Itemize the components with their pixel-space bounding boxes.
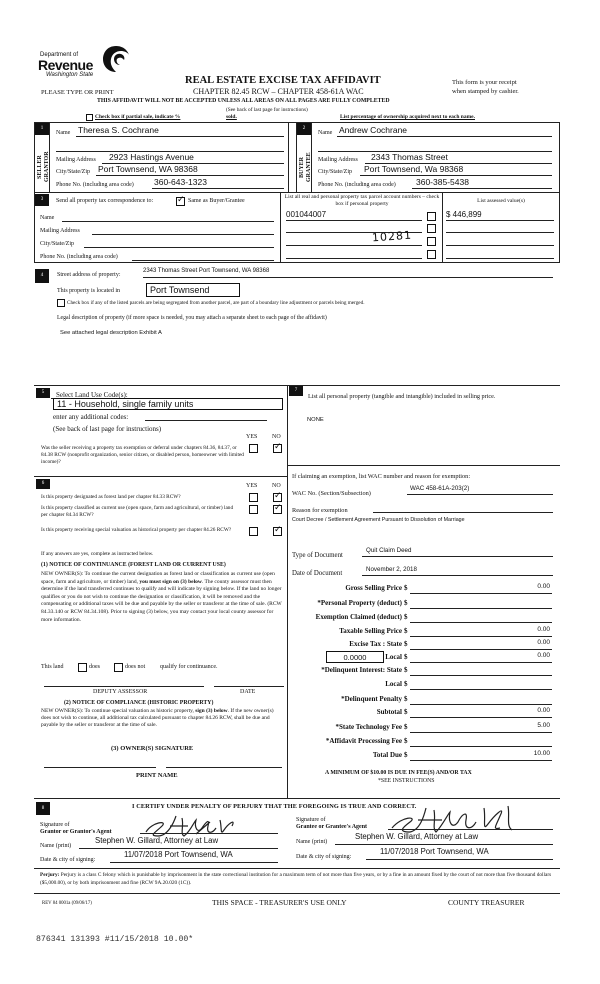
correspondence-label: Send all property tax correspondence to: [56,198,154,204]
buyer-city-field[interactable]: Port Townsend, Wa 98368 [364,164,464,174]
dor-swirl-logo-icon [102,44,130,74]
parcel-personal-checkbox-1[interactable] [427,212,436,221]
excise-tax-local-row[interactable]: Local $ 0.00 [385,652,550,661]
buyer-city-label: City/State/Zip [318,169,352,175]
excise-tax-state-row[interactable]: Excise Tax : State $ 0.00 [349,639,550,648]
rev-number: REV 84 0001a (09/06/17) [42,901,92,906]
doc-date-label: Date of Document [292,570,343,577]
land-use-yes-header: YES [246,434,258,440]
seller-mailing-label: Mailing Address [56,157,96,163]
legal-description-field[interactable]: See attached legal description Exhibit A [60,330,162,336]
buyer-side-label: BUYER GRANTEE [299,152,312,182]
see-back-note: (See back of last page for instructions) [226,107,308,113]
delinquent-interest-local-row[interactable]: Local $ [290,680,552,690]
does-label: does [89,664,100,670]
compliance-title: (2) NOTICE OF COMPLIANCE (HISTORIC PROPERTY) [64,700,214,706]
doc-date-field[interactable]: November 2, 2018 [366,566,417,573]
partial-sale-label: Check box if partial sale, indicate % [95,114,181,120]
does-not-label: does not [125,664,146,670]
grantee-name-field[interactable]: Stephen W. Gillard, Attorney at Law [355,832,479,841]
this-land-label: This land [41,664,64,670]
wac-field[interactable]: WAC 458-61A-203(2) [410,485,470,492]
personal-property-label: List all personal property (tangible and intangible) included in selling price. [308,393,496,400]
owner-signature-line-2[interactable] [166,767,282,768]
legal-description-label: Legal description of property (if more space is needed, you may attach a separate sheet to each page of the affidavit) [57,315,327,321]
seller-phone-label: Phone No. (including area code) [56,182,134,188]
doc-type-field[interactable]: Quit Claim Deed [366,547,412,554]
current-use-yes-checkbox[interactable] [249,505,258,514]
section-1-badge: 1 [35,123,49,135]
continuance-text: NEW OWNER(S): To continue the current designation as forest land or classification as current use (open space, farm and agriculture, or timber) land, you must sign on (3) below. The county assessor must then determine if the land transferred continues to qualify and will indicate by signing below. If the land no longer qualifies or you do not wish to continue the designation or classification, it will be removed and the compensating or additional taxes will be due and payable by the seller or transferor at the time of sale. (RCW 84.33.140 or RCW 84.34.108). Prior to signing (3) below, you may contact your local county assessor for more information. [41,571,282,623]
certify-statement: I CERTIFY UNDER PENALTY OF PERJURY THAT THE FOREGOING IS TRUE AND CORRECT. [132,803,417,810]
current-use-question: Is this property classified as current use (open space, farm and agricultural, or timber) land per chapter 84.34 RCW? [41,505,234,518]
historic-yes-checkbox[interactable] [249,527,258,536]
grantee-sig-label-2: Grantee or Grantee's Agent [296,824,368,830]
same-as-buyer-label: Same as Buyer/Grantee [188,198,245,204]
seller-phone-field[interactable]: 360-643-1323 [154,177,207,187]
doc-type-label: Type of Document [292,552,343,559]
treasurer-stamp: 876341 131393 #11/15/2018 10.00* [36,935,194,944]
grantor-sig-label-2: Grantor or Grantor's Agent [40,829,112,835]
located-in-label: This property is located in [57,288,120,294]
street-address-field[interactable]: 2343 Thomas Street Port Townsend, WA 98368 [143,268,270,274]
print-name-label: PRINT NAME [136,772,178,779]
section-4-badge: 4 [35,269,49,283]
buyer-mailing-field[interactable]: 2343 Thomas Street [371,152,448,162]
total-due-row[interactable]: Total Due $ 10.00 [372,750,550,759]
grantee-signature-scrawl [388,802,538,836]
local-rate-field[interactable]: 0.0000 [326,651,384,663]
section-3-badge: 3 [35,194,49,206]
exemption-claim-label: If claiming an exemption, list WAC number and reason for exemption: [292,473,471,480]
section-6-badge: 6 [36,479,50,489]
reason-field[interactable]: Court Decree / Settlement Agreement Pursuant to Dissolution of Marriage [292,517,465,523]
treasurer-space-label: THIS SPACE - TREASURER'S USE ONLY [212,898,347,907]
perjury-notice: Perjury: Perjury is a class C felony which is punishable by imprisonment in the state correctional institution for a maximum term of not more than five years, or by a fine in an amount fixed by the court of not more than five thousand dollars ($5,000.00), or by both imprisonment and fine (RCW 9A.20.020 (1C)). [40,872,552,886]
segregated-label: Check box if any of the listed parcels are being segregated from another parcel, are part of a boundary line adjustment or parcels being merged. [67,300,365,306]
exemption-yes-checkbox[interactable] [249,444,258,453]
partial-sale-checkbox[interactable] [86,114,93,121]
seller-city-field[interactable]: Port Townsend, WA 98368 [98,164,198,174]
parcel-personal-checkbox-3[interactable] [427,237,436,246]
deputy-assessor-label: DEPUTY ASSESSOR [93,689,148,695]
exemption-question: Was the seller receiving a property tax exemption or deferral under chapters 84.36, 84.37, or 84.38 RCW (nonprofit organization, senior citizen, or disabled person, homeowner with limited income)? [41,445,244,465]
grantor-name-field[interactable]: Stephen W. Gillard, Attorney at Law [95,836,219,845]
land-use-no-header: NO [272,434,281,440]
qualify-label: qualify for continuance. [160,664,218,670]
minimum-due-note: A MINIMUM OF $10.00 IS DUE IN FEE(S) AND/OR TAX [325,770,472,776]
buyer-phone-field[interactable]: 360-385-5438 [416,177,469,187]
section-7-badge: 7 [289,386,303,396]
reason-label: Reason for exemption [292,507,348,514]
section-5-badge: 5 [36,388,50,398]
does-not-qualify-checkbox[interactable] [114,663,123,672]
grantee-name-label: Name (print) [296,839,328,845]
land-use-label: Select Land Use Code(s): [56,391,128,399]
gross-selling-price-value[interactable]: 0.00 [537,583,550,590]
dor-logo [36,44,136,84]
assessed-header: List assessed value(s) [477,198,525,204]
subtotal-row[interactable]: Subtotal $ 0.00 [376,707,550,716]
corr-city-label: City/State/Zip [40,241,74,247]
exemption-claimed-row[interactable]: Exemption Claimed (deduct) $ [290,613,552,623]
logo-line2: Revenue [38,57,93,73]
affidavit-processing-fee-row[interactable]: *Affidavit Processing Fee $ [290,737,552,747]
receipt-note-1: This form is your receipt [452,79,517,86]
personal-property-deduct-row[interactable]: *Personal Property (deduct) $ [290,599,552,609]
logo-line3: Washington State [46,72,94,78]
type-or-print: PLEASE TYPE OR PRINT [41,89,114,96]
parcels-header: List all real and personal property tax parcel account numbers – check box if personal property [284,194,440,207]
buyer-name-label: Name [318,130,333,136]
grantee-sig-label-1: Signature of [296,817,326,823]
grantee-date-field[interactable]: 11/07/2018 Port Townsend, WA [380,847,489,856]
receipt-note-2: when stamped by cashier. [452,88,519,95]
total-due-value[interactable]: 10.00 [533,750,550,757]
delinquent-penalty-row[interactable]: *Delinquent Penalty $ [290,695,552,705]
ownership-note: List percentage of ownership acquired next to each name. [340,114,475,120]
taxable-selling-price-row[interactable]: Taxable Selling Price $ 0.00 [339,626,550,635]
logo-line1: Department of [40,52,79,58]
parcel-account-1[interactable]: 001044007 [286,210,327,219]
wac-label: WAC No. (Section/Subsection) [292,490,371,497]
seller-city-label: City/State/Zip [56,169,90,175]
street-address-label: Street address of property: [57,272,121,278]
sold-label: sold. [226,114,237,120]
corr-phone-label: Phone No. (including area code) [40,254,118,260]
seller-mailing-field[interactable]: 2923 Hastings Avenue [109,152,194,162]
historic-no-checkbox[interactable] [273,527,282,536]
grantor-date-label: Date & city of signing: [40,857,96,863]
county-treasurer-label: COUNTY TREASURER [448,898,525,907]
gross-selling-price-row[interactable]: Gross Selling Price $ 0.00 [345,583,550,592]
corr-name-label: Name [40,215,55,221]
corr-mailing-label: Mailing Address [40,228,80,234]
section-2-badge: 2 [297,123,311,135]
personal-property-field[interactable]: NONE [307,417,324,423]
parcel-personal-checkbox-2[interactable] [427,224,436,233]
parcel-value-1[interactable]: $ 446,899 [446,210,482,219]
if-yes-instruction: If any answers are yes, complete as instructed below. [41,551,154,557]
additional-codes-label: enter any additional codes: [53,413,129,421]
delinquent-interest-state-row[interactable]: *Delinquent Interest: State $ [290,666,552,676]
segregated-checkbox[interactable] [57,299,65,307]
seller-side-label: SELLER GRANTOR [37,151,50,183]
buyer-mailing-label: Mailing Address [318,157,358,163]
owner-signature-line[interactable] [44,767,156,768]
land-use-code-field[interactable]: 11 - Household, single family units [53,398,283,410]
grantor-date-field[interactable]: 11/07/2018 Port Townsend, WA [124,850,233,859]
form-title: REAL ESTATE EXCISE TAX AFFIDAVIT [185,75,381,86]
sec6-yes-header: YES [246,483,258,489]
buyer-name-field[interactable]: Andrew Cochrane [339,125,408,135]
does-qualify-checkbox[interactable] [78,663,87,672]
state-technology-fee-row[interactable]: *State Technology Fee $ 5.00 [335,722,550,731]
seller-name-field[interactable]: Theresa S. Cochrane [78,125,159,135]
parcel-handwritten-note: 10281 [371,228,413,245]
section-8-badge: 8 [36,802,50,815]
compliance-text: NEW OWNER(S): To continue special valuation as historic property, sign (3) below. If the new owner(s) does not wish to continue, all additional tax calculated pursuant to chapter 84.26 RCW, shall be due and payable by the seller or transferor at the time of sale. [41,708,274,728]
forest-land-yes-checkbox[interactable] [249,493,258,502]
historic-question: Is this property receiving special valuation as historical property per chapter 84.26 RCW? [41,527,232,533]
center-divider [287,385,288,798]
buyer-phone-label: Phone No. (including area code) [318,182,396,188]
grantor-name-label: Name (print) [40,843,72,849]
grantee-date-label: Date & city of signing: [296,854,352,860]
seller-name-label: Name [56,130,71,136]
land-use-see-back: (See back of last page for instructions) [53,425,162,433]
exemption-no-checkbox[interactable] [273,444,282,453]
parcel-personal-checkbox-4[interactable] [427,250,436,259]
form-subtitle: CHAPTER 82.45 RCW – CHAPTER 458-61A WAC [193,87,364,96]
forest-land-no-checkbox[interactable] [273,493,282,502]
same-as-buyer-checkbox[interactable] [176,197,185,206]
sec6-no-header: NO [272,483,281,489]
warning-text: THIS AFFIDAVIT WILL NOT BE ACCEPTED UNLESS ALL AREAS ON ALL PAGES ARE FULLY COMPLETED [97,98,390,104]
continuance-title: (1) NOTICE OF CONTINUANCE (FOREST LAND OR CURRENT USE) [41,562,226,568]
located-in-field[interactable]: Port Townsend [146,283,240,297]
grantor-sig-label-1: Signature of [40,822,70,828]
owner-signature-title: (3) OWNER(S) SIGNATURE [111,745,194,752]
forest-land-question: Is this property designated as forest land per chapter 84.33 RCW? [41,494,181,500]
date-label: DATE [240,689,256,695]
current-use-no-checkbox[interactable] [273,505,282,514]
see-instructions-note: *SEE INSTRUCTIONS [378,778,435,784]
